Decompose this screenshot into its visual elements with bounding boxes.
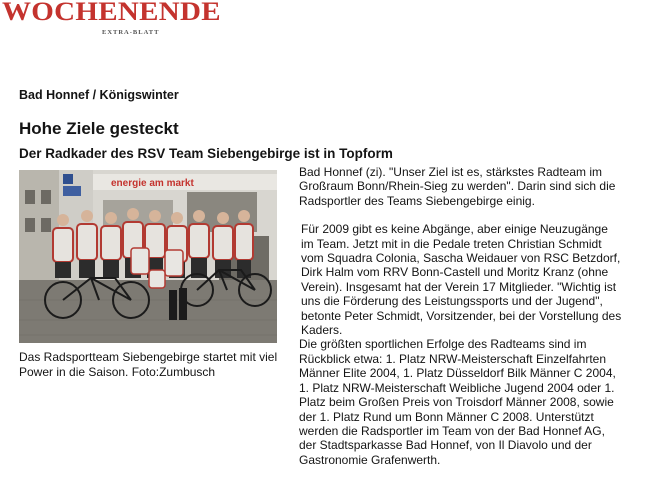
masthead-logo [2,0,267,40]
section-label: Bad Honnef / Königswinter [19,88,179,102]
masthead-title: WOCHENENDE [2,0,221,27]
article-body [299,165,658,467]
team-photo [19,170,277,343]
riders-group [53,208,253,288]
body-paragraph-2: Für 2009 gibt es keine Abgänge, aber einige Neuzugänge im Team. Jetzt mit in die Pedale treten Christian Schmidt vom Squadra Colonia, Sascha Weidauer von RSC Betzdorf, Dirk Halm vom RRV Bonn-Castell und Moritz Kranz (ohne Verein). Insgesamt hat der Verein 17 Mitglieder. "Wichtig ist uns die Förderung des Leistungssports und der Jugend", betonte Peter Schmidt, Vorsitzender, bei der Vorstellung des Kaders. [301,222,622,338]
body-paragraph-3: Die größten sportlichen Erfolge des Radteams sind im Rückblick etwa: 1. Platz NRW-Meisterschaft Einzelfahrten Männer Elite 2004, 1. Platz Düsseldorf Bilk Männer C 2004, 1. Platz NRW-Meisterschaft Weibliche Jugend 2004 oder 1. Platz beim Großen Preis von Troisdorf Männer 2008, sowie der 1. Platz Rund um Bonn Männer C 2008. Unterstützt werden die Radsportler im Team von der Bad Honnef AG, der Stadtsparkasse Bad Honnef, von Il Diavolo und der Gastronomie Grafenwerth. [299,337,616,467]
masthead-subtitle: EXTRA-BLATT [102,29,160,36]
article-headline: Hohe Ziele gesteckt [19,119,179,138]
body-paragraph-1: Bad Honnef (zi). "Unser Ziel ist es, stärkstes Radteam im Großraum Bonn/Rhein-Sieg zu werden". Darin sind sich die Radsportler des Teams Siebengebirge einig. [299,165,616,208]
photo-caption: Das Radsportteam Siebengebirge startet mit viel Power in die Saison. Foto:Zumbusch [19,350,278,379]
article-subheadline: Der Radkader des RSV Team Siebengebirge ist in Topform [19,146,393,161]
shop-sign: energie am markt [111,178,194,189]
